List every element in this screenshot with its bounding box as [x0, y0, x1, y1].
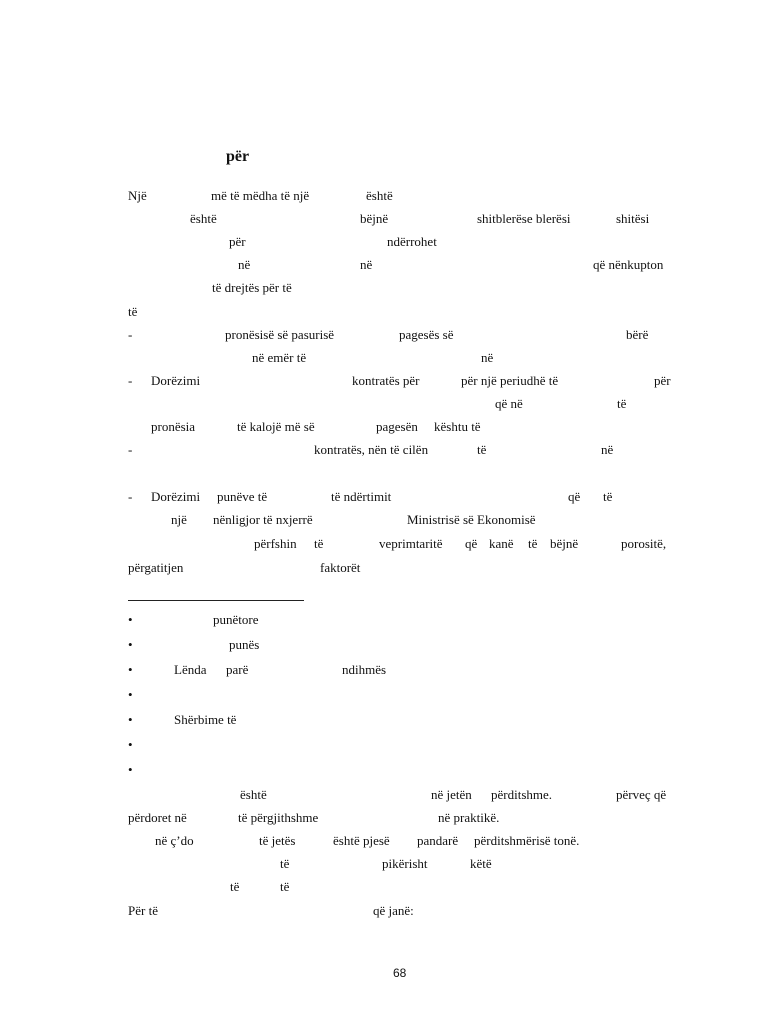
text-fragment: pronësia [151, 419, 196, 434]
text-fragment: është [190, 211, 217, 226]
list-item: ndihmës [342, 662, 387, 677]
text-fragment: të [314, 536, 324, 551]
text-fragment: është pjesë [333, 833, 390, 848]
text-fragment: në ç’do [155, 833, 194, 848]
text-fragment: bëjnë [360, 211, 389, 226]
text-fragment: Dorëzimi [151, 373, 201, 388]
text-fragment: kanë [489, 536, 514, 551]
list-dash: - [128, 442, 133, 457]
text-fragment: në [360, 257, 373, 272]
text-fragment: porositë, [621, 536, 667, 551]
text-fragment: bëjnë [550, 536, 579, 551]
text-fragment: është [366, 188, 393, 203]
text-fragment: për një periudhë të [461, 373, 559, 388]
text-fragment: të [280, 856, 290, 871]
text-fragment: pikërisht [382, 856, 428, 871]
text-fragment: bërë [626, 327, 649, 342]
bullet-marker: • [128, 737, 133, 752]
list-item: Shërbime të [174, 712, 237, 727]
bullet-marker: • [128, 762, 133, 777]
text-fragment: që janë: [373, 903, 414, 918]
text-fragment: kontratës për [352, 373, 420, 388]
bullet-marker: • [128, 637, 133, 652]
text-fragment: në [481, 350, 494, 365]
horizontal-rule [128, 600, 304, 601]
text-fragment: më të mëdha të një [211, 188, 310, 203]
list-dash: - [128, 327, 133, 342]
text-fragment: të [603, 489, 613, 504]
text-fragment: në [238, 257, 251, 272]
text-fragment: të [280, 879, 290, 894]
text-fragment: përgatitjen [128, 560, 184, 575]
text-fragment: kështu të [434, 419, 481, 434]
list-dash: - [128, 489, 133, 504]
text-fragment: përditshmërisë tonë. [474, 833, 580, 848]
text-fragment: që në [495, 396, 523, 411]
text-fragment: që [568, 489, 581, 504]
text-fragment: në jetën [431, 787, 472, 802]
text-fragment: pagesën [376, 419, 418, 434]
page-number: 68 [393, 966, 407, 980]
text-fragment: që [465, 536, 478, 551]
bullet-marker: • [128, 712, 133, 727]
text-fragment: për [229, 234, 246, 249]
text-fragment: në emër të [252, 350, 307, 365]
text-fragment: një [171, 512, 187, 527]
text-fragment: në praktikë. [438, 810, 500, 825]
bullet-marker: • [128, 687, 133, 702]
list-dash: - [128, 373, 133, 388]
text-fragment: është [240, 787, 267, 802]
text-fragment: kontratës, nën të cilën [314, 442, 429, 457]
text-fragment: përveç që [616, 787, 667, 802]
text-fragment: pagesës së [399, 327, 454, 342]
list-item: Lënda [174, 662, 207, 677]
list-item: punëtore [213, 612, 259, 627]
text-fragment: të [528, 536, 538, 551]
section-title: për [226, 148, 250, 165]
text-fragment: të [230, 879, 240, 894]
text-fragment: shitblerëse blerësi [477, 211, 571, 226]
text-fragment: Një [128, 188, 147, 203]
list-item: punës [229, 637, 260, 652]
text-fragment: të kalojë më së [237, 419, 315, 434]
text-fragment: përfshin [254, 536, 297, 551]
text-fragment: të jetës [259, 833, 296, 848]
text-fragment: pandarë [417, 833, 459, 848]
text-fragment: ndërrohet [387, 234, 437, 249]
text-fragment: pronësisë së pasurisë [225, 327, 335, 342]
text-fragment: Për të [128, 903, 158, 918]
text-fragment: të [128, 304, 138, 319]
text-fragment: shitësi [616, 211, 650, 226]
text-fragment: Dorëzimi [151, 489, 201, 504]
text-fragment: punëve të [217, 489, 268, 504]
text-fragment: të ndërtimit [331, 489, 392, 504]
text-fragment: Ministrisë së Ekonomisë [407, 512, 536, 527]
text-fragment: nënligjor të nxjerrë [213, 512, 313, 527]
text-fragment: të [477, 442, 487, 457]
text-fragment: faktorët [320, 560, 361, 575]
text-fragment: të përgjithshme [238, 810, 319, 825]
bullet-marker: • [128, 662, 133, 677]
text-fragment: përdoret në [128, 810, 187, 825]
text-fragment: për [654, 373, 671, 388]
list-item: parë [226, 662, 249, 677]
bullet-marker: • [128, 612, 133, 627]
text-fragment: të drejtës për të [212, 280, 292, 295]
text-fragment: këtë [470, 856, 492, 871]
text-fragment: në [601, 442, 614, 457]
text-fragment: të [617, 396, 627, 411]
text-fragment: që nënkupton [593, 257, 664, 272]
text-fragment: përditshme. [491, 787, 553, 802]
text-fragment: veprimtaritë [379, 536, 443, 551]
